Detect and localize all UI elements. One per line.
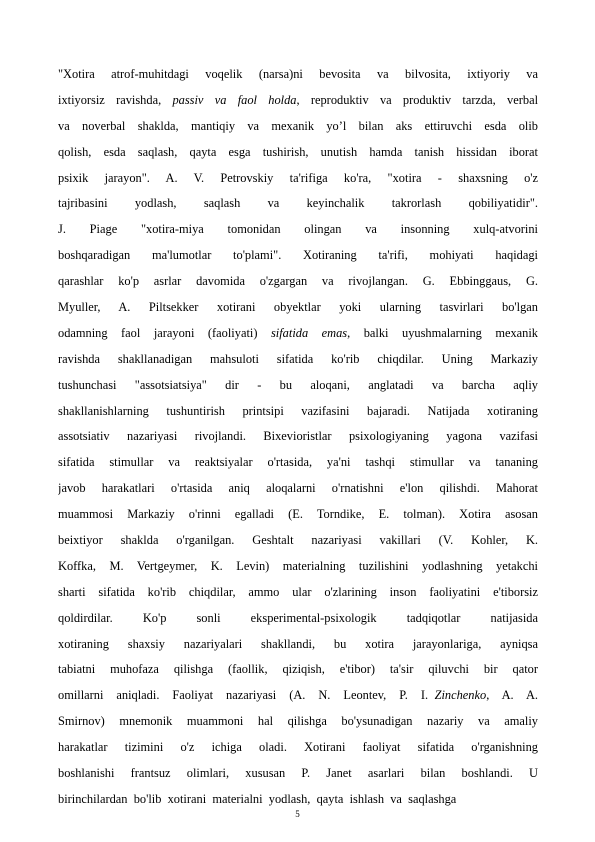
text-line: [58, 657, 538, 683]
text-line: [58, 243, 538, 269]
text-line: [58, 632, 538, 658]
text-line: [58, 321, 538, 347]
text-line: [58, 554, 538, 580]
text-segment: assotsiativ nazariyasi rivojlandi. Bixevioristlar psixologiyaning yagona vazifasi: [58, 429, 538, 444]
text-segment: boshqaradigan ma'lumotlar to'plami". Xotiraning ta'rifi, mohiyati haqidagi: [58, 248, 538, 263]
text-segment: shakllanishlarning tushuntirish printsipi vazifasini bajaradi. Natijada xotiraning: [58, 403, 538, 418]
text-segment: , A. A.: [486, 688, 538, 703]
text-line: [58, 347, 538, 373]
text-line: [58, 735, 538, 761]
text-line: [58, 450, 538, 476]
text-segment: beixtiyor shaklda o'rganilgan. Geshtalt nazariyasi vakillari (V. Kohler, K.: [58, 533, 538, 548]
text-segment: tushunchasi "assotsiatsiya" dir - bu aloqani, anglatadi va barcha aqliy: [58, 377, 538, 392]
text-segment: tajribasini yodlash, saqlash va keyinchalik takrorlash qobiliyatidir".: [58, 196, 538, 211]
text-line: [58, 88, 538, 114]
text-line: [58, 399, 538, 425]
text-line: [58, 683, 538, 709]
text-segment: "Xotira atrof-muhitdagi voqelik (narsa)ni bevosita va bilvosita, ixtiyoriy va: [58, 67, 538, 81]
text-line: [58, 476, 538, 502]
text-segment: sharti sifatida ko'rib chiqdilar, ammo ular o'zlarining inson faoliyatini e'tiborsiz: [58, 584, 538, 599]
text-line: [58, 269, 538, 295]
text-segment: Myuller, A. Piltsekker xotirani obyektlar yoki ularning tasvirlari bo'lgan: [58, 300, 538, 315]
text-segment: ravishda shakllanadigan mahsuloti sifatida ko'rib chiqdilar. Uning Markaziy: [58, 351, 538, 366]
text-line: [58, 191, 538, 217]
text-segment: tabiatni muhofaza qilishga (faollik, qiziqish, e'tibor) ta'sir qiluvchi bir qator: [58, 662, 538, 677]
text-line: [58, 528, 538, 554]
text-line: [58, 295, 538, 321]
page-number: 5: [295, 809, 300, 819]
text-line: [58, 373, 538, 399]
document-body: [58, 62, 538, 813]
text-segment: J. Piage "xotira-miya tomonidan olingan va insonning xulq-atvorini: [58, 222, 538, 237]
text-segment: , reproduktiv va produktiv tarzda, verbal: [296, 92, 538, 107]
italic-text: Zinchenko: [434, 688, 487, 703]
italic-text: passiv va faol holda: [172, 92, 297, 107]
text-line: [58, 502, 538, 528]
italic-text: sifatida emas: [270, 325, 348, 340]
text-segment: Smirnov) mnemonik muammoni hal qilishga bo'ysunadigan nazariy va amaliy: [58, 714, 538, 729]
text-segment: birinchilardan bo'lib xotirani materialni yodlash, qayta ishlash va saqlashga: [58, 791, 457, 806]
text-segment: , balki uyushmalarning mexanik: [347, 325, 538, 340]
text-line: [58, 709, 538, 735]
text-segment: omillarni aniqladi. Faoliyat nazariyasi (A. N. Leontev, P. I.: [58, 688, 435, 703]
text-segment: sifatida stimullar va reaktsiyalar o'rtasida, ya'ni tashqi stimullar va tananing: [58, 455, 538, 470]
text-line: [58, 217, 538, 243]
text-line: [58, 166, 538, 192]
text-segment: harakatlar tizimini o'z ichiga oladi. Xotirani faoliyat sifatida o'rganishning: [58, 740, 538, 755]
text-segment: ixtiyorsiz ravishda,: [58, 92, 173, 107]
text-line: [58, 606, 538, 632]
text-line: [58, 114, 538, 140]
text-segment: muammosi Markaziy o'rinni egalladi (E. Torndike, E. tolman). Xotira asosan: [58, 507, 538, 522]
text-segment: javob harakatlari o'rtasida aniq aloqalarni o'rnatishni e'lon qilishdi. Mahorat: [58, 481, 538, 496]
text-segment: xotiraning shaxsiy nazariyalari shakllandi, bu xotira jarayonlariga, ayniqsa: [58, 636, 538, 651]
text-segment: va noverbal shaklda, mantiqiy va mexanik yo’l bilan aks ettiruvchi esda olib: [58, 118, 538, 133]
text-segment: boshlanishi frantsuz olimlari, xususan P. Janet asarlari bilan boshlandi. U: [58, 766, 538, 781]
text-line: [58, 424, 538, 450]
text-segment: odamning faol jarayoni (faoliyati): [58, 325, 271, 340]
text-line: [58, 761, 538, 787]
text-line: [58, 62, 538, 88]
text-line: [58, 140, 538, 166]
text-segment: Koffka, M. Vertgeymer, K. Levin) materialning tuzilishini yodlashning yetakchi: [58, 558, 538, 573]
text-segment: psixik jarayon". A. V. Petrovskiy ta'rifiga ko'ra, "xotira - shaxsning o'z: [58, 170, 538, 185]
text-segment: qolish, esda saqlash, qayta esga tushirish, unutish hamda tanish hissidan iborat: [58, 144, 538, 159]
text-line: [58, 580, 538, 606]
text-segment: qoldirdilar. Ko'p sonli eksperimental-psixologik tadqiqotlar natijasida: [58, 610, 538, 625]
text-segment: qarashlar ko'p asrlar davomida o'zgargan va rivojlangan. G. Ebbinggaus, G.: [58, 274, 538, 289]
